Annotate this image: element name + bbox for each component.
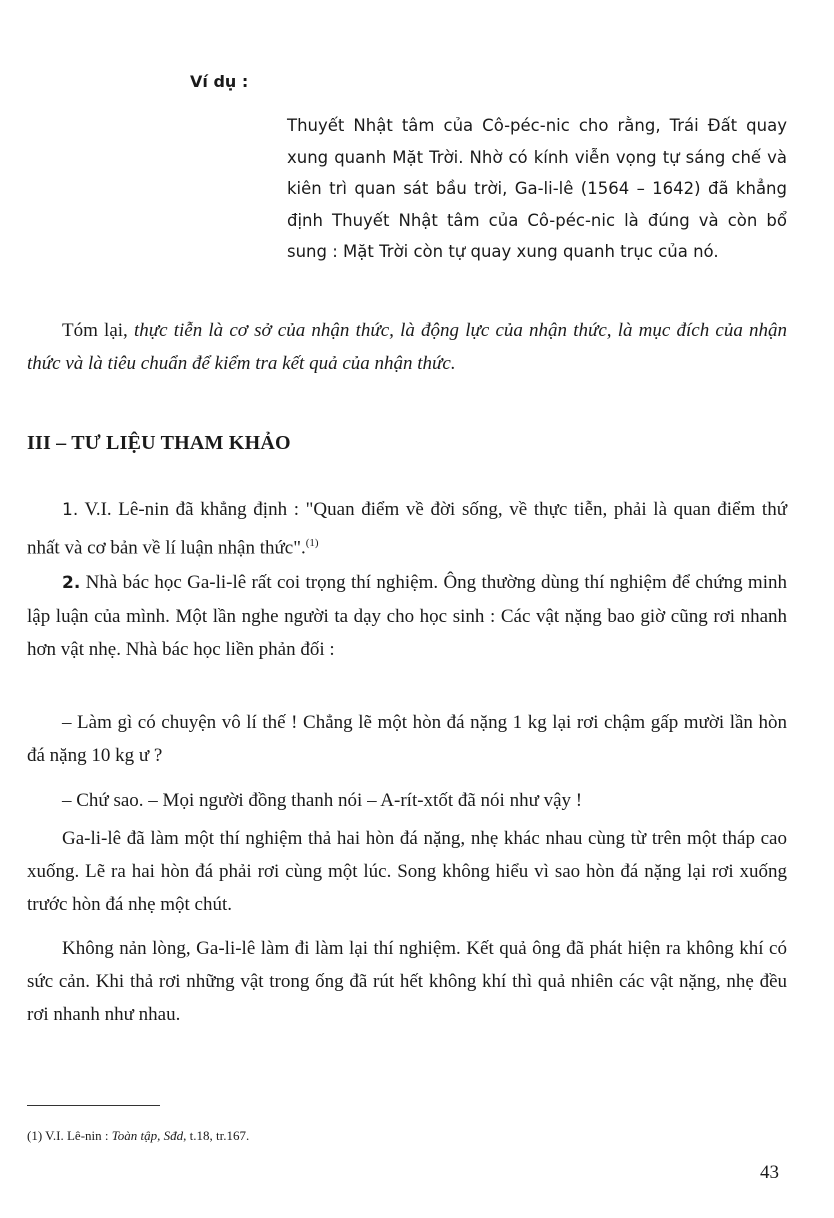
page-number: 43 — [760, 1162, 779, 1183]
footnote-title: Toàn tập, Sđd — [111, 1128, 184, 1143]
story-paragraph-3: Ga-li-lê đã làm một thí nghiệm thả hai hòn đá nặng, nhẹ khác nhau cùng từ trên một tháp cao xuống. Lẽ ra hai hòn đá phải rơi cùng một lúc. Song không hiểu vì sao hòn đá nặng lại rơi xuống trước hòn đá nhẹ một chút. — [27, 828, 787, 915]
item-2-number: 2. — [62, 573, 81, 593]
item-1-text: V.I. Lê-nin đã khẳng định : "Quan điểm về đời sống, về thực tiễn, phải là quan điểm thứ nhất và cơ bản về lí luận nhận thức". — [27, 499, 787, 559]
dialogue-line-1: – Làm gì có chuyện vô lí thế ! Chẳng lẽ một hòn đá nặng 1 kg lại rơi chậm gấp mười lần hòn đá nặng 10 kg ư ? — [27, 712, 787, 766]
footnote — [27, 1128, 249, 1144]
story-paragraph-4: Không nản lòng, Ga-li-lê làm đi làm lại thí nghiệm. Kết quả ông đã phát hiện ra không khí có sức cản. Khi thả rơi những vật trong ống đã rút hết không khí thì quả nhiên các vật nặng, nhẹ đều rơi nhanh như nhau. — [27, 938, 787, 1025]
section-heading: III – TƯ LIỆU THAM KHẢO — [27, 432, 291, 454]
dialogue-line-2: – Chứ sao. – Mọi người đồng thanh nói – A-rít-xtốt đã nói như vậy ! — [62, 790, 583, 811]
item-1-number: 1. — [62, 500, 79, 520]
summary-emphasis: thực tiễn là cơ sở của nhận thức, là động lực của nhận thức, là mục đích của nhận thức và là tiêu chuẩn để kiểm tra kết quả của nhận thức. — [27, 320, 787, 374]
example-label: Ví dụ : — [190, 72, 249, 91]
reference-item-1 — [27, 493, 787, 564]
footnote-author: V.I. Lê-nin : — [42, 1128, 112, 1143]
footnote-marker: (1) — [27, 1128, 43, 1143]
item-2-text: Nhà bác học Ga-li-lê rất coi trọng thí nghiệm. Ông thường dùng thí nghiệm để chứng minh lập luận của mình. Một lần nghe người ta dạy cho học sinh : Các vật nặng bao giờ cũng rơi nhanh hơn vật nhẹ. Nhà bác học liền phản đối : — [27, 572, 787, 660]
summary-paragraph — [27, 314, 787, 380]
reference-item-2 — [27, 566, 787, 666]
footnote-divider — [27, 1105, 160, 1106]
footnote-ref: (1) — [305, 537, 319, 549]
example-text: Thuyết Nhật tâm của Cô-péc-nic cho rằng, Trái Đất quay xung quanh Mặt Trời. Nhờ có kính viễn vọng tự sáng chế và kiên trì quan sát bầu trời, Ga-li-lê (1564 – 1642) đã khẳng định Thuyết Nhật tâm của Cô-péc-nic là đúng và còn bổ sung : Mặt Trời còn tự quay xung quanh trục của nó. — [287, 116, 787, 261]
footnote-rest: , t.18, tr.167. — [183, 1128, 250, 1143]
summary-lead: Tóm lại, — [62, 320, 134, 341]
